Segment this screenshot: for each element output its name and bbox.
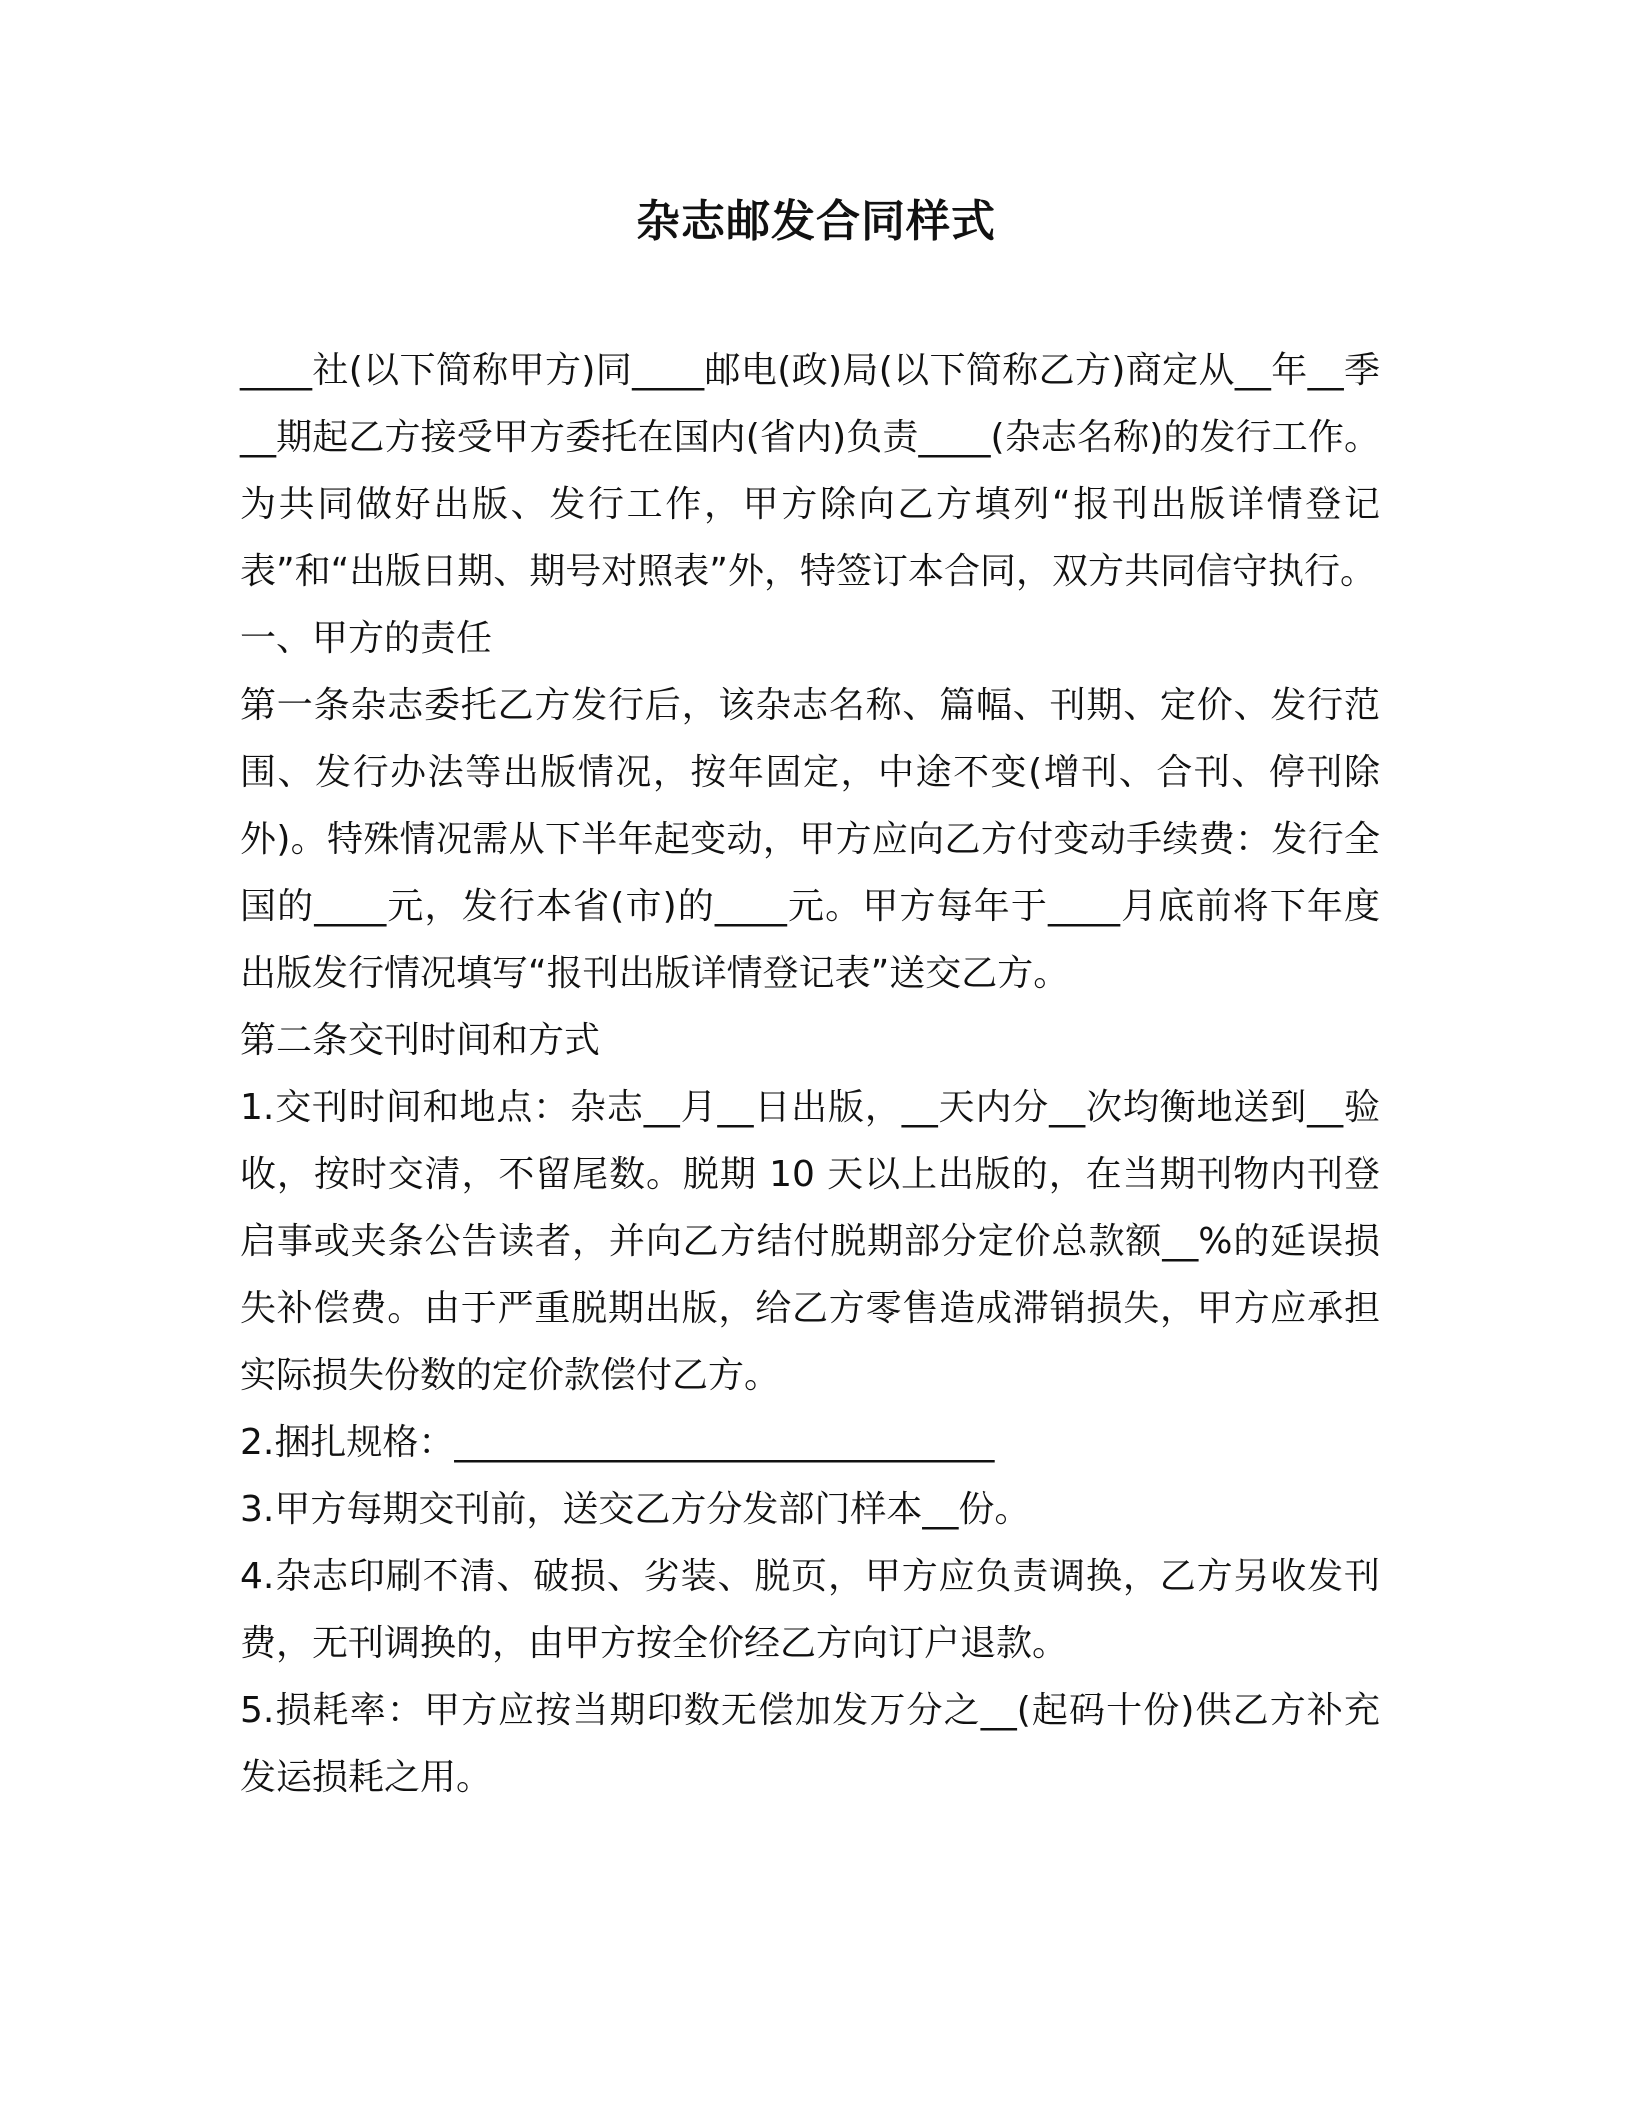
document-body: [240, 337, 1380, 1811]
intro-paragraph: ____社(以下简称甲方)同____邮电(政)局(以下简称乙方)商定从__年__季__期起乙方接受甲方委托在国内(省内)负责____(杂志名称)的发行工作。为共同做好出版、发行工作，甲方除向乙方填列“报刊出版详情登记表”和“出版日期、期号对照表”外，特签订本合同，双方共同信守执行。: [240, 350, 1380, 592]
article-two-heading: 第二条交刊时间和方式: [240, 1020, 601, 1061]
clause-2-binding-spec: 2.捆扎规格：______________________________: [240, 1422, 995, 1463]
clause-5-loss-rate: 5.损耗率：甲方应按当期印数无偿加发万分之__(起码十份)供乙方补充发运损耗之用。: [240, 1690, 1380, 1798]
clause-1-delivery-time: 1.交刊时间和地点：杂志__月__日出版，__天内分__次均衡地送到__验收，按时交清，不留尾数。脱期 10 天以上出版的，在当期刊物内刊登启事或夹条公告读者，并向乙方结付脱期部分定价总款额__%的延误损失补偿费。由于严重脱期出版，给乙方零售造成滞销损失，甲方应承担实际损失份数的定价款偿付乙方。: [240, 1087, 1380, 1396]
clause-3-samples: 3.甲方每期交刊前，送交乙方分发部门样本__份。: [240, 1489, 1031, 1530]
section-heading-party-a: 一、甲方的责任: [240, 618, 493, 659]
clause-4-defects: 4.杂志印刷不清、破损、劣装、脱页，甲方应负责调换，乙方另收发刊费，无刊调换的，由甲方按全价经乙方向订户退款。: [240, 1556, 1380, 1664]
document-title: 杂志邮发合同样式: [636, 196, 996, 247]
article-one: 第一条杂志委托乙方发行后，该杂志名称、篇幅、刊期、定价、发行范围、发行办法等出版情况，按年固定，中途不变(增刊、合刊、停刊除外)。特殊情况需从下半年起变动，甲方应向乙方付变动手续费：发行全国的____元，发行本省(市)的____元。甲方每年于____月底前将下年度出版发行情况填写“报刊出版详情登记表”送交乙方。: [240, 685, 1380, 994]
